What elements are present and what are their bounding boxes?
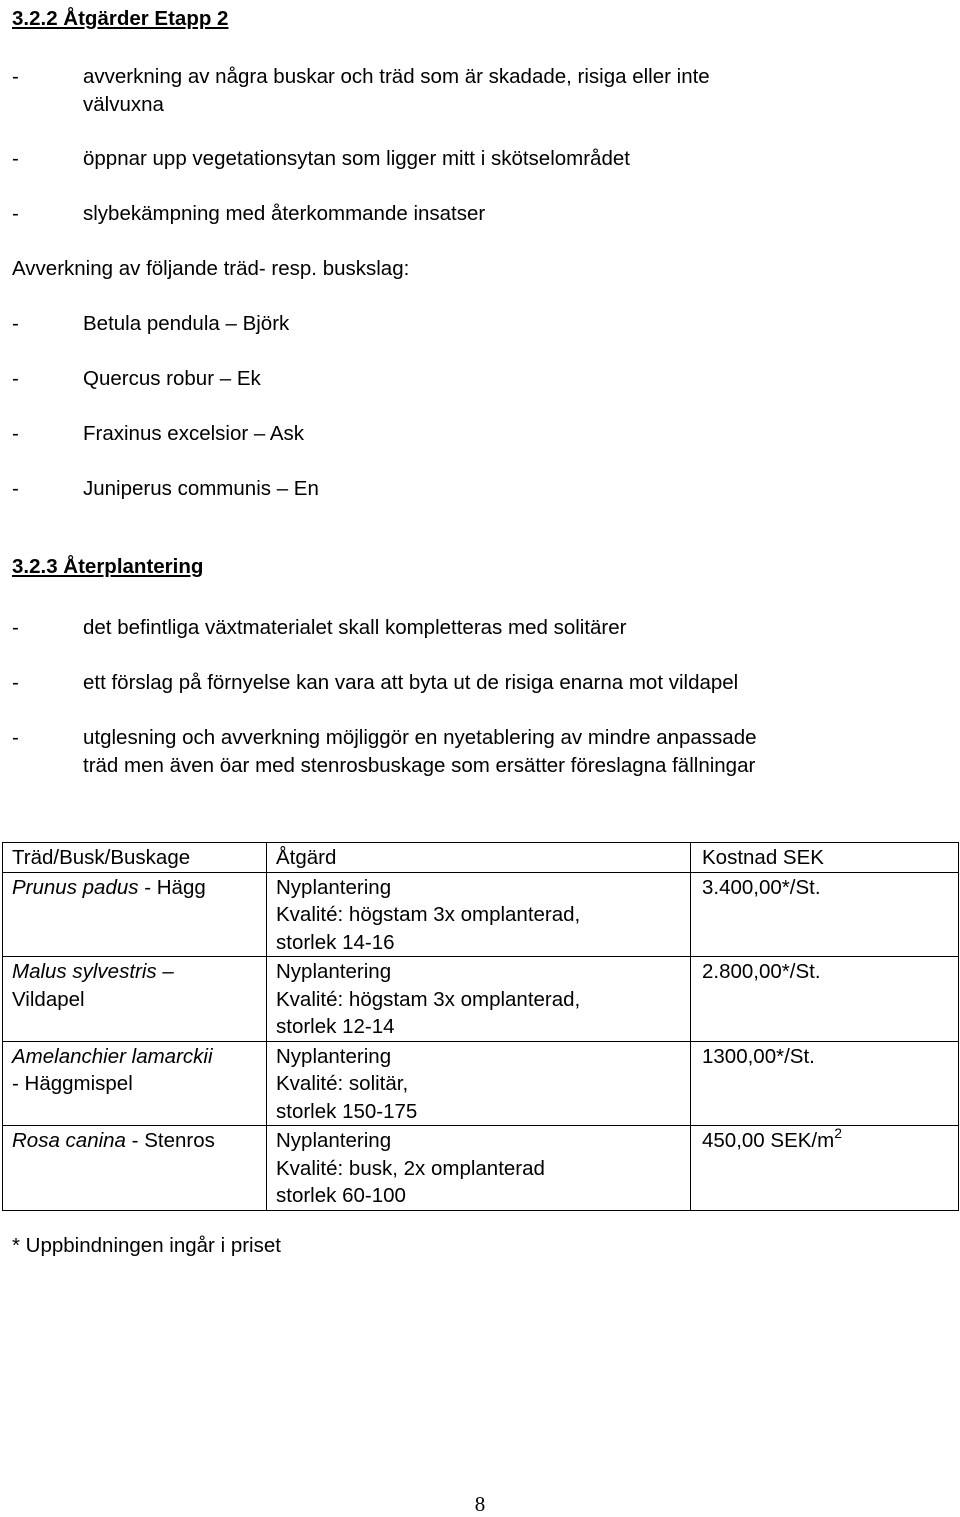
species-text: Juniperus communis – En — [83, 477, 319, 500]
action-line: Nyplantering — [276, 960, 392, 983]
section-heading-etapp-2: 3.2.2 Åtgärder Etapp 2 — [12, 7, 229, 30]
latin-name: Malus sylvestris – — [12, 960, 174, 983]
table-header-row — [3, 843, 959, 873]
list-item-text: ett förslag på förnyelse kan vara att byta ut de risiga enarna mot vildapel — [83, 671, 739, 694]
species-text: Fraxinus excelsior – Ask — [83, 422, 305, 445]
latin-name: Amelanchier lamarckii — [12, 1044, 213, 1068]
cost-value: 1300,00*/St. — [702, 1044, 815, 1068]
species-text: Betula pendula – Björk — [83, 312, 290, 335]
list-dash: - — [12, 202, 19, 225]
latin-name: Prunus padus — [12, 875, 139, 899]
list-item-text: träd men även öar med stenrosbuskage som ersätter föreslagna fällningar — [83, 754, 756, 777]
cost-cell — [691, 872, 959, 957]
action-cell — [267, 1041, 691, 1126]
cost-unit-exponent: 2 — [834, 1125, 842, 1141]
list-item-text: öppnar upp vegetationsytan som ligger mitt i skötselområdet — [83, 147, 630, 170]
cost-value: 3.400,00*/St. — [702, 875, 821, 899]
list-dash: - — [12, 726, 19, 749]
column-header: Träd/Busk/Buskage — [3, 843, 267, 873]
plant-cell — [3, 872, 267, 957]
action-line: storlek 14-16 — [276, 930, 395, 954]
species-intro: Avverkning av följande träd- resp. buskslag: — [12, 257, 410, 280]
list-dash: - — [12, 65, 19, 88]
list-dash: - — [12, 367, 19, 390]
list-item-text: avverkning av några buskar och träd som är skadade, risiga eller inte — [83, 65, 710, 88]
list-item-text: välvuxna — [83, 93, 164, 116]
common-name: Vildapel — [12, 987, 85, 1011]
list-dash: - — [12, 671, 19, 694]
action-line: Kvalité: solitär, — [276, 1072, 409, 1095]
cost-table — [2, 842, 959, 1211]
action-line: Nyplantering — [276, 1044, 392, 1068]
cost-value: 450,00 SEK/m — [702, 1129, 835, 1152]
cost-value: 2.800,00*/St. — [702, 960, 821, 983]
species-text: Quercus robur – Ek — [83, 367, 261, 390]
action-line: Nyplantering — [276, 1129, 392, 1152]
footnote: * Uppbindningen ingår i priset — [12, 1234, 281, 1257]
column-header: Kostnad SEK — [691, 843, 959, 873]
cost-cell — [691, 1041, 959, 1126]
action-line: Kvalité: högstam 3x omplanterad, — [276, 987, 581, 1011]
common-name: - Hägg — [144, 875, 206, 899]
plant-cell — [3, 1126, 267, 1211]
table-row — [3, 872, 959, 957]
plant-cell — [3, 957, 267, 1042]
action-line: storlek 12-14 — [276, 1015, 395, 1038]
common-name: - Häggmispel — [12, 1072, 133, 1095]
table-row — [3, 1126, 959, 1211]
cost-cell — [691, 1126, 959, 1211]
latin-name: Rosa canina — [12, 1129, 126, 1152]
cost-cell — [691, 957, 959, 1042]
list-dash: - — [12, 312, 19, 335]
action-line: storlek 150-175 — [276, 1099, 418, 1123]
list-dash: - — [12, 422, 19, 445]
action-line: Kvalité: busk, 2x omplanterad — [276, 1156, 545, 1180]
common-name: - Stenros — [131, 1129, 215, 1152]
page-number: 8 — [474, 1492, 486, 1516]
action-cell — [267, 872, 691, 957]
list-item-text: slybekämpning med återkommande insatser — [83, 202, 486, 225]
section-heading-aterplantering: 3.2.3 Återplantering — [12, 555, 204, 578]
list-dash: - — [12, 147, 19, 170]
list-item-text: det befintliga växtmaterialet skall kompletteras med solitärer — [83, 616, 627, 639]
action-line: Kvalité: högstam 3x omplanterad, — [276, 903, 581, 926]
list-dash: - — [12, 477, 19, 500]
list-dash: - — [12, 616, 19, 639]
table-row — [3, 957, 959, 1042]
list-item-text: utglesning och avverkning möjliggör en nyetablering av mindre anpassade — [83, 726, 757, 749]
action-line: Nyplantering — [276, 875, 392, 899]
action-cell — [267, 1126, 691, 1211]
column-header: Åtgärd — [267, 843, 691, 873]
plant-cell — [3, 1041, 267, 1126]
table-row — [3, 1041, 959, 1126]
action-cell — [267, 957, 691, 1042]
action-line: storlek 60-100 — [276, 1184, 406, 1207]
